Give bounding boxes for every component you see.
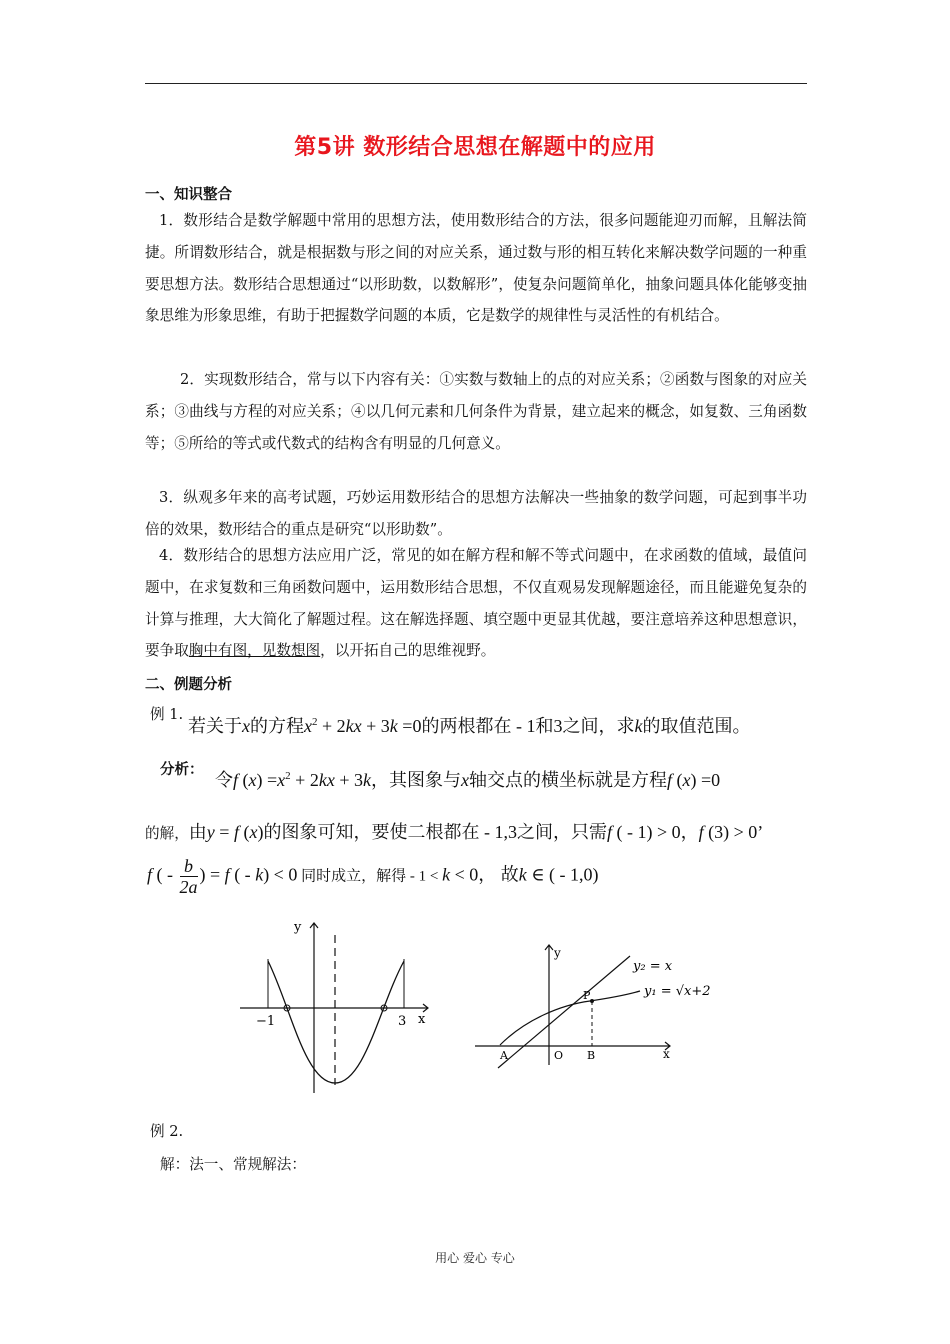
math-text: < 0， 故 xyxy=(450,864,519,885)
math-var: x xyxy=(249,822,258,842)
math-text: ∈ ( - 1,0) xyxy=(526,864,599,885)
math-text: ) = xyxy=(199,864,225,885)
paragraph-2-text: 2．实现数形结合，常与以下内容有关：①实数与数轴上的点的对应关系；②函数与图象的对应关系；③曲线与方程的对应关系；④以几何元素和几何条件为背景，建立起来的概念，如复数、三角函数等；⑤所给的等式或代数式的结构含有明显的几何意义。 xyxy=(145,371,807,452)
math-text: 的方程 xyxy=(250,716,304,736)
analysis-label: 分析： xyxy=(160,762,204,778)
line-sqrt-graph xyxy=(470,935,730,1070)
math-text: (3) > 0 xyxy=(703,822,758,842)
math-text: + 2 xyxy=(290,770,319,790)
math-var: x xyxy=(682,770,691,790)
math-var: 2a xyxy=(179,877,198,897)
math-text: ( - 1) > 0， xyxy=(611,822,699,842)
math-var: kx xyxy=(318,770,335,790)
math-var: f xyxy=(233,822,239,842)
paragraph-1-text: 1．数形结合是数学解题中常用的思想方法，使用数形结合的方法，很多问题能迎刃而解，且解法简捷。所谓数形结合，就是根据数与形之间的对应关系，通过数与形的相互转化来解决数学问题的一种重要思想方法。数形结合思想通过“以形助数，以数解形”，使复杂问题简单化，抽象问题具体化能够变抽象思维为形象思维，有助于把握数学问题的本质，它是数学的规律性与灵活性的有机结合。 xyxy=(145,212,807,325)
math-text: 若关于 xyxy=(188,716,242,736)
math-text: ( xyxy=(238,822,250,842)
math-sup: 2 xyxy=(285,770,291,782)
math-var: f xyxy=(606,822,612,842)
math-text: 轴交点的横坐标就是方程 xyxy=(468,770,667,790)
graph2-label-y1: y₁ = √x+2 xyxy=(644,984,711,999)
example-2-solution-line: 解：法一、常规解法： xyxy=(160,1156,306,1173)
curve-y1 xyxy=(500,991,640,1045)
page-footer: 用心 爱心 专心 xyxy=(435,1251,515,1265)
math-sup: 2 xyxy=(312,716,318,728)
graph2-label-y2: y₂ = x xyxy=(633,959,673,974)
example-2-label: 例 2. xyxy=(150,1123,184,1140)
math-text: = xyxy=(214,822,234,842)
math-text: ( xyxy=(238,770,249,790)
parabola-graph xyxy=(230,915,440,1100)
math-var: f xyxy=(233,770,239,790)
fraction-denominator xyxy=(180,877,198,897)
example-1-problem xyxy=(188,712,750,738)
graph1-tick-left: −1 xyxy=(256,1014,276,1029)
math-text: ) =0 xyxy=(690,770,721,790)
paragraph-3-text: 3．纵观多年来的高考试题，巧妙运用数形结合的思想方法解决一些抽象的数学问题，可起到事半功倍的效果，数形结合的重点是研究“以形助数”。 xyxy=(145,489,807,538)
math-text: ( - xyxy=(229,864,256,885)
math-text: ，其图象与 xyxy=(370,770,461,790)
math-var: f xyxy=(666,770,672,790)
intersection-point xyxy=(590,999,594,1003)
math-var: y xyxy=(206,822,215,842)
paragraph-1 xyxy=(145,205,807,332)
graph2-origin: O xyxy=(554,1049,564,1062)
paragraph-4 xyxy=(145,540,807,667)
math-text: 的解， xyxy=(145,826,189,842)
graph2-point-p: P xyxy=(583,989,591,1002)
math-var: b xyxy=(184,856,194,876)
math-var: k xyxy=(634,716,643,736)
header-rule xyxy=(145,83,807,84)
math-var: f xyxy=(147,864,153,885)
math-var: f xyxy=(224,864,230,885)
math-text: )的图象可知，要使二根都在 - 1,3之间，只需 xyxy=(257,822,607,842)
analysis-line-2 xyxy=(145,818,763,844)
math-var: x xyxy=(304,716,312,736)
graph2-point-a: A xyxy=(500,1049,508,1062)
math-var: k xyxy=(518,864,527,885)
parabola-curve xyxy=(268,961,407,1083)
graph1-y-label: y xyxy=(294,920,302,935)
paragraph-3 xyxy=(145,482,807,546)
math-var: k xyxy=(442,864,451,885)
section-examples-heading: 二、例题分析 xyxy=(145,677,232,693)
math-text: ) = xyxy=(256,770,278,790)
analysis-line-1 xyxy=(215,766,720,792)
paragraph-2 xyxy=(145,364,807,459)
math-var: x xyxy=(242,716,250,736)
math-text: 的取值范围。 xyxy=(642,716,751,736)
page-title: 第5讲 数形结合思想在解题中的应用 xyxy=(294,135,656,160)
fraction-numerator xyxy=(180,856,198,877)
math-text: 同时成立，解得 - 1 < xyxy=(297,868,443,885)
math-text: ( xyxy=(671,770,683,790)
graph2-point-b: B xyxy=(587,1049,596,1062)
graph1-x-label: x xyxy=(418,1012,426,1027)
graph2-y-label: y xyxy=(554,946,561,960)
math-var: f xyxy=(698,822,704,842)
math-var: k xyxy=(362,770,371,790)
math-var: k xyxy=(255,864,264,885)
math-text: ) < 0 xyxy=(263,864,298,885)
line-y2 xyxy=(498,956,630,1068)
math-text: + 2 xyxy=(317,716,346,736)
paragraph-4-underline: 胸中有图，见数想图 xyxy=(188,642,321,660)
math-text: =0的两根都在 - 1和3之间，求 xyxy=(397,716,635,736)
example-1-label: 例 1. xyxy=(150,706,184,723)
math-text: + 3 xyxy=(361,716,390,736)
math-var: x xyxy=(460,770,469,790)
math-var: kx xyxy=(345,716,362,736)
graph2-x-label: x xyxy=(663,1047,670,1061)
math-text: 令 xyxy=(215,770,233,790)
analysis-line-3 xyxy=(147,856,599,897)
section-knowledge-heading: 一、知识整合 xyxy=(145,187,232,203)
fraction xyxy=(180,856,198,897)
paragraph-4-text-a: 4．数形结合的思想方法应用广泛，常见的如在解方程和解不等式问题中，在求函数的值域，最值问题中，在求复数和三角函数问题中，运用数形结合思想，不仅直观易发现解题途径，而且能避免复杂的计算与推理，大大简化了解题过程。这在解选择题、填空题中更显其优越，要注意培养这种思想意识，要争取 xyxy=(145,547,807,660)
math-var: k xyxy=(389,716,398,736)
math-text: ( - xyxy=(152,864,178,885)
graph1-tick-right: 3 xyxy=(398,1014,407,1029)
math-var: x xyxy=(248,770,257,790)
math-text: + 3 xyxy=(334,770,363,790)
math-text: ’ xyxy=(757,822,764,842)
math-var: x xyxy=(277,770,286,790)
math-text: 由 xyxy=(188,822,207,842)
paragraph-4-text-b: ，以开拓自己的思维视野。 xyxy=(320,642,496,660)
